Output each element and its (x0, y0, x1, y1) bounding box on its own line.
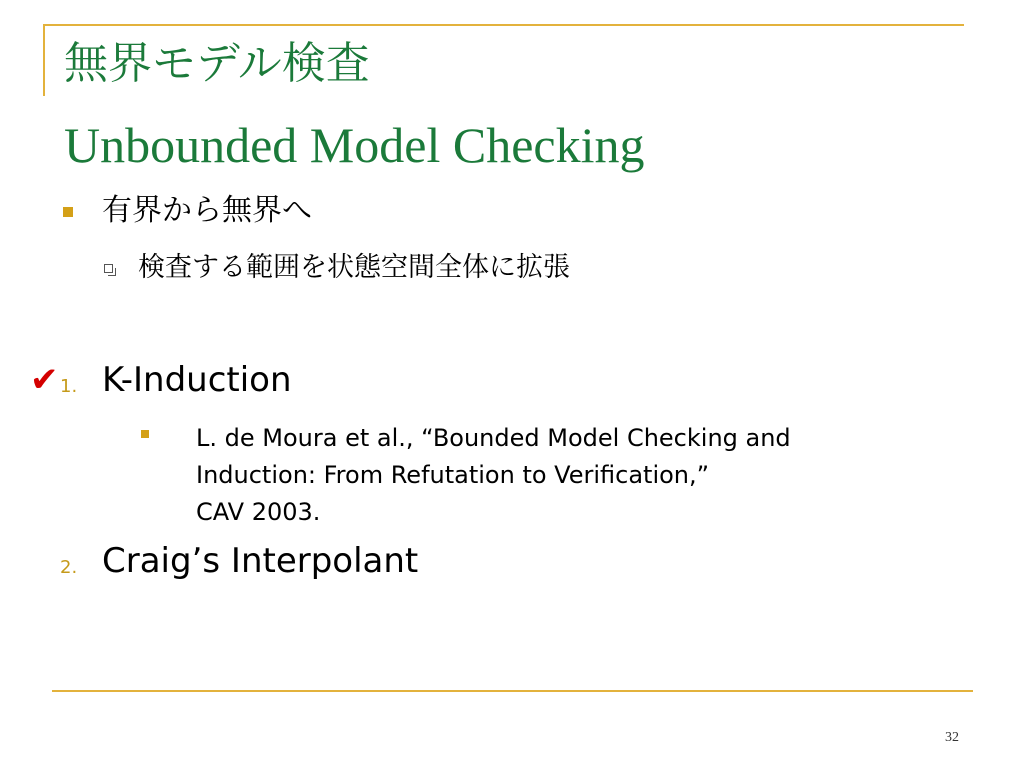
square-bullet-icon (63, 207, 73, 217)
list-number: 2. (60, 557, 78, 578)
hollow-square-bullet-icon (104, 264, 113, 273)
reference-text (196, 420, 956, 531)
sub-bullet-text: 検査する範囲を状態空間全体に拡張 (138, 252, 570, 283)
top-rule (44, 24, 964, 26)
page-number: 32 (945, 730, 959, 745)
bullet-text: 有界から無界へ (102, 193, 312, 228)
reference-line: CAV 2003. (196, 498, 321, 526)
left-rule (43, 24, 45, 96)
bottom-rule (52, 690, 973, 692)
list-item-label: K-Induction (102, 360, 292, 400)
list-item-label: Craig’s Interpolant (102, 541, 419, 581)
reference-line: L. de Moura et al., “Bounded Model Checking and (196, 424, 791, 452)
square-bullet-icon (141, 430, 149, 438)
slide-title-japanese: 無界モデル検査 (64, 38, 370, 89)
slide-title-english: Unbounded Model Checking (64, 117, 645, 173)
reference-line: Induction: From Refutation to Verification,” (196, 461, 710, 489)
list-number: 1. (60, 376, 78, 397)
checkmark-icon: ✔ (30, 360, 59, 400)
